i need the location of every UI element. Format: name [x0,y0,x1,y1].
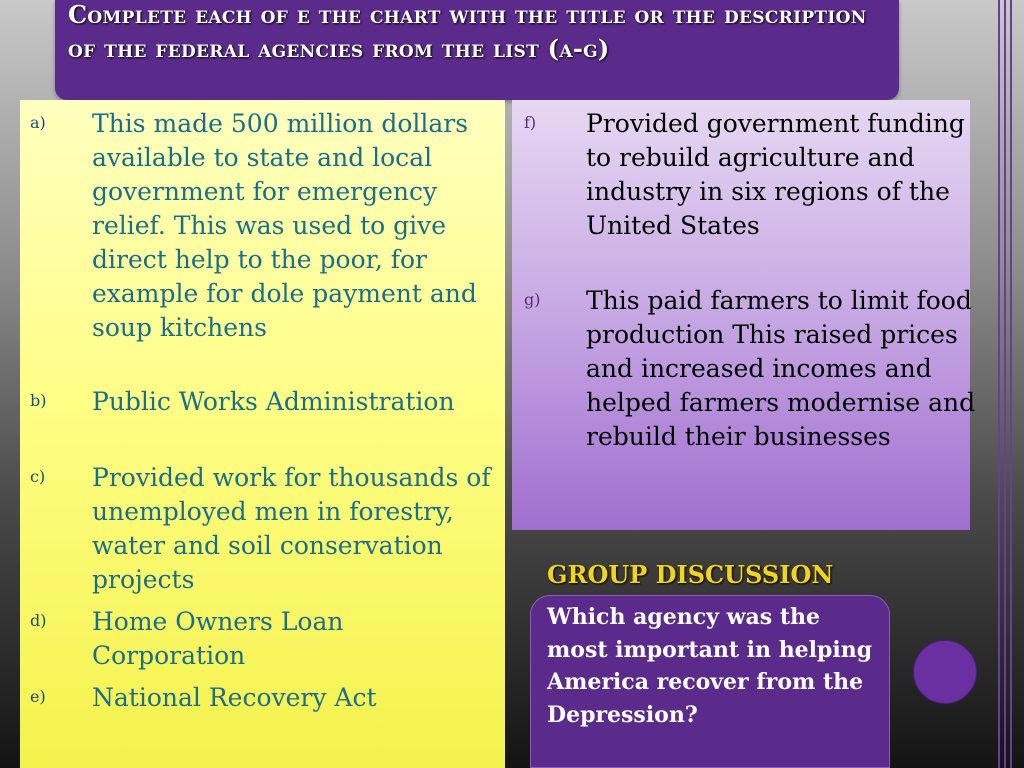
list-marker: d) [30,611,47,630]
decor-stripe [1010,0,1012,768]
discussion-question: Which agency was the most important in helping America recover from the Depression? [547,604,873,728]
group-discussion-heading: GROUP DISCUSSION [547,560,834,589]
list-marker: e) [30,687,46,706]
left-list-panel [20,100,505,768]
decor-stripe [998,0,1000,768]
list-item-text: This paid farmers to limit food production This raised prices and increased incomes and helped farmers modernise and rebuild their businesses [586,286,976,451]
list-marker: b) [30,391,47,410]
list-item-text: This made 500 million dollars available to state and local government for emergency relief. This was used to give direct help to the poor, for example for dole payment and soup kitchens [92,109,477,342]
list-item-text: Provided work for thousands of unemployed men in forestry, water and soil conservation projects [92,463,491,594]
list-marker: g) [524,290,541,309]
list-item-text: Public Works Administration [92,387,455,416]
decorative-circle [913,640,977,704]
list-marker: f) [524,113,537,132]
list-marker: c) [30,467,46,486]
list-item-text: Home Owners Loan Corporation [92,607,344,670]
list-item-text: Provided government funding to rebuild agriculture and industry in six regions of the United States [586,109,965,240]
list-item-text: National Recovery Act [92,683,377,712]
right-list-panel [512,100,976,530]
list-marker: a) [30,113,46,132]
slide-title: Complete each of e the chart with the title or the description of the federal agencies from the list (a-g) [68,0,867,63]
decor-stripe [1004,0,1006,768]
